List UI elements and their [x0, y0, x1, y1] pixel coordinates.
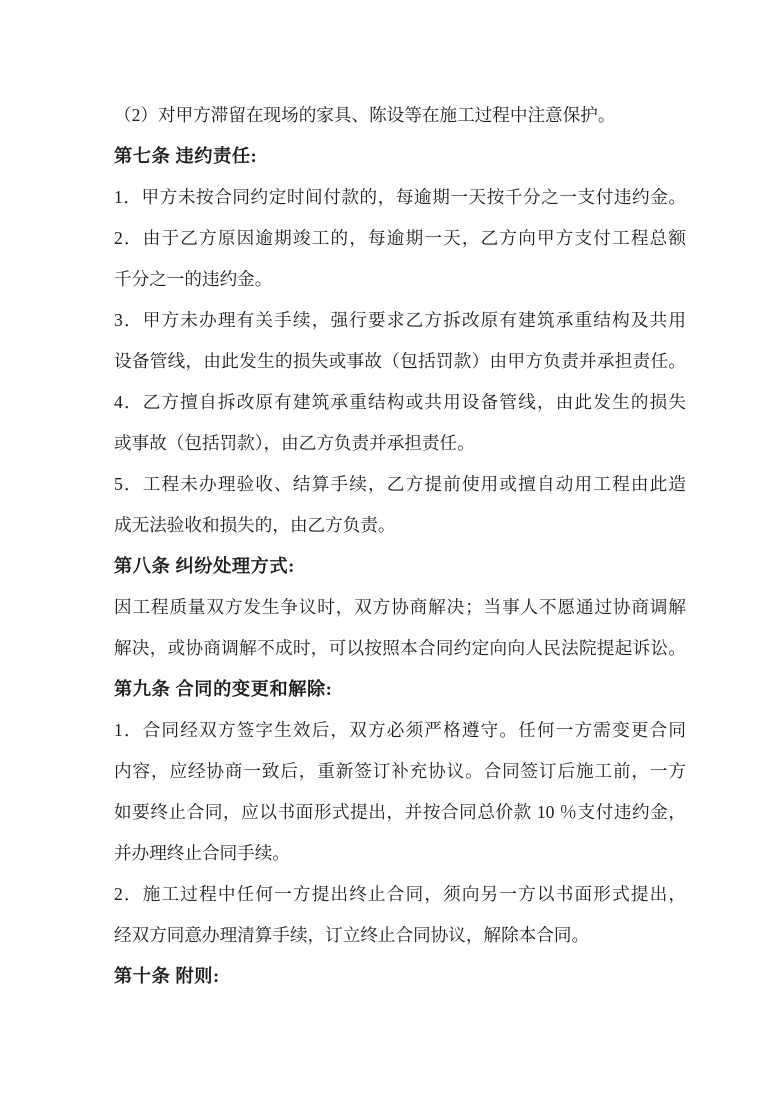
clause-line: 如要终止合同，应以书面形式提出，并按合同总价款 10 ％支付违约金， — [114, 802, 686, 822]
section-heading-article-10: 第十条 附则: — [114, 966, 220, 986]
clause-line: 或事故（包括罚款），由乙方负责并承担责任。 — [114, 433, 475, 453]
clause-line: 2．施工过程中任何一方提出终止合同，须向另一方以书面形式提出， — [114, 884, 686, 904]
clause-line: 并办理终止合同手续。 — [114, 843, 290, 863]
clause-line: 成无法验收和损失的，由乙方负责。 — [114, 515, 396, 535]
clause-line: 设备管线，由此发生的损失或事故（包括罚款）由甲方负责并承担责任。 — [114, 351, 686, 371]
clause-line: 内容，应经协商一致后，重新签订补充协议。合同签订后施工前，一方 — [114, 761, 686, 781]
clause-line: 解决，或协商调解不成时，可以按照本合同约定向向人民法院提起诉讼。 — [114, 638, 686, 658]
clause-line: 1．甲方未按合同约定时间付款的，每逾期一天按千分之一支付违约金。 — [114, 187, 686, 207]
clause-line: 1．合同经双方签字生效后，双方必须严格遵守。任何一方需变更合同 — [114, 720, 686, 740]
clause-line: 3．甲方未办理有关手续，强行要求乙方拆改原有建筑承重结构及共用 — [114, 310, 686, 330]
clause-line: 4．乙方擅自拆改原有建筑承重结构或共用设备管线，由此发生的损失 — [114, 392, 686, 412]
section-heading-article-9: 第九条 合同的变更和解除: — [114, 679, 333, 699]
section-heading-article-8: 第八条 纠纷处理方式: — [114, 556, 295, 576]
clause-line: 5．工程未办理验收、结算手续，乙方提前使用或擅自动用工程由此造 — [114, 474, 686, 494]
clause-line: 2．由于乙方原因逾期竣工的，每逾期一天，乙方向甲方支付工程总额 — [114, 228, 686, 248]
clause-line: 千分之一的违约金。 — [114, 269, 273, 289]
clause-subitem-2: （2）对甲方滞留在现场的家具、陈设等在施工过程中注意保护。 — [114, 105, 616, 125]
clause-line: 因工程质量双方发生争议时，双方协商解决；当事人不愿通过协商调解 — [114, 597, 686, 617]
section-heading-article-7: 第七条 违约责任: — [114, 146, 258, 166]
contract-text-block — [114, 95, 686, 997]
clause-line: 经双方同意办理清算手续，订立终止合同协议，解除本合同。 — [114, 925, 590, 945]
